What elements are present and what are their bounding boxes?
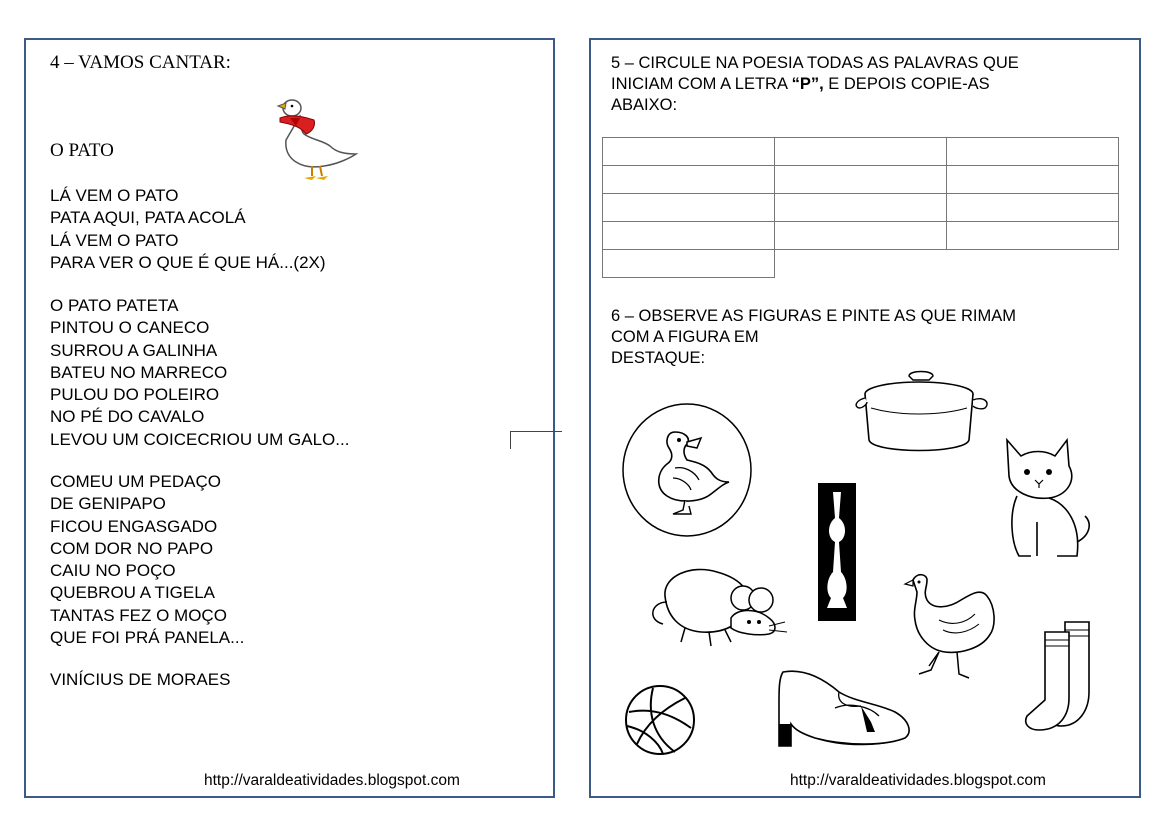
poem-line: PULOU DO POLEIRO [50,385,220,405]
poem-line: BATEU NO MARRECO [50,362,228,382]
pot-icon[interactable] [849,368,993,460]
duck-illustration [272,96,362,182]
question-6 [611,306,1121,369]
footer-link[interactable]: http://varaldeatividades.blogspot.com [790,772,1046,789]
right-panel [589,38,1141,798]
fold-mark-tick [510,431,511,449]
poem-line: PINTOU O CANECO [50,318,210,338]
poem-line: SURROU A GALINHA [50,340,218,360]
poem-line: PATA AQUI, PATA ACOLÁ [50,208,246,228]
mouse-icon[interactable] [645,562,791,654]
cat-icon[interactable] [997,432,1097,564]
poem-line: QUE FOI PRÁ PANELA... [50,628,245,648]
stanza-2 [50,295,349,451]
candlestick-icon[interactable] [817,482,857,622]
stanza-1 [50,185,326,274]
poem-author: VINÍCIUS DE MORAES [50,670,231,689]
q6-line: 6 – OBSERVE AS FIGURAS E PINTE AS QUE RIMAM [611,307,1016,325]
stanza-3 [50,471,244,649]
answer-cell[interactable] [603,250,775,278]
poem-line: COMEU UM PEDAÇO [50,472,221,491]
answer-cell[interactable] [947,222,1119,250]
poem-line: LÁ VEM O PATO [50,186,179,205]
poem-line: NO PÉ DO CAVALO [50,407,205,427]
duck-featured-icon[interactable] [621,402,753,538]
poem-line: COM DOR NO PAPO [50,538,214,558]
poem-line: DE GENIPAPO [50,494,166,514]
poem-line: CAIU NO POÇO [50,561,176,581]
answer-cell[interactable] [775,222,947,250]
poem-line: FICOU ENGASGADO [50,516,218,536]
answer-cell[interactable] [775,194,947,222]
answer-cell[interactable] [947,138,1119,166]
empty-cell [947,250,1119,278]
poem-line: TANTAS FEZ O MOÇO [50,605,227,625]
answer-cell[interactable] [947,194,1119,222]
poem-line: LEVOU UM COICECRIOU UM GALO... [50,429,350,449]
answer-cell[interactable] [947,166,1119,194]
question-5 [611,53,1121,116]
fold-mark [510,431,562,432]
poem-line: QUEBROU A TIGELA [50,583,216,603]
answer-cell[interactable] [775,138,947,166]
q5-line: ABAIXO: [611,96,678,114]
empty-cell [775,250,947,278]
q5-line: INICIAM COM A LETRA “P”, E DEPOIS COPIE-AS [611,75,990,93]
left-panel [24,38,555,798]
socks-icon[interactable] [1017,618,1107,734]
q5-line: 5 – CIRCULE NA POESIA TODAS AS PALAVRAS QUE [611,54,1019,72]
poem-line: PARA VER O QUE É QUE HÁ...(2X) [50,252,326,272]
poem-title: O PATO [50,140,114,161]
poem-line: LÁ VEM O PATO [50,230,179,250]
answer-cell[interactable] [603,166,775,194]
shoe-icon[interactable] [775,662,915,762]
answer-cell[interactable] [603,138,775,166]
footer-link[interactable]: http://varaldeatividades.blogspot.com [204,772,460,789]
answer-cell[interactable] [603,222,775,250]
q6-line: DESTAQUE: [611,349,706,367]
poem-line: O PATO PATETA [50,296,179,315]
section-heading: 4 – VAMOS CANTAR: [50,52,231,73]
answer-cell[interactable] [603,194,775,222]
answer-cell[interactable] [775,166,947,194]
q6-line: COM A FIGURA EM [611,328,759,346]
answer-table [602,137,1119,278]
ball-icon[interactable] [623,682,697,758]
